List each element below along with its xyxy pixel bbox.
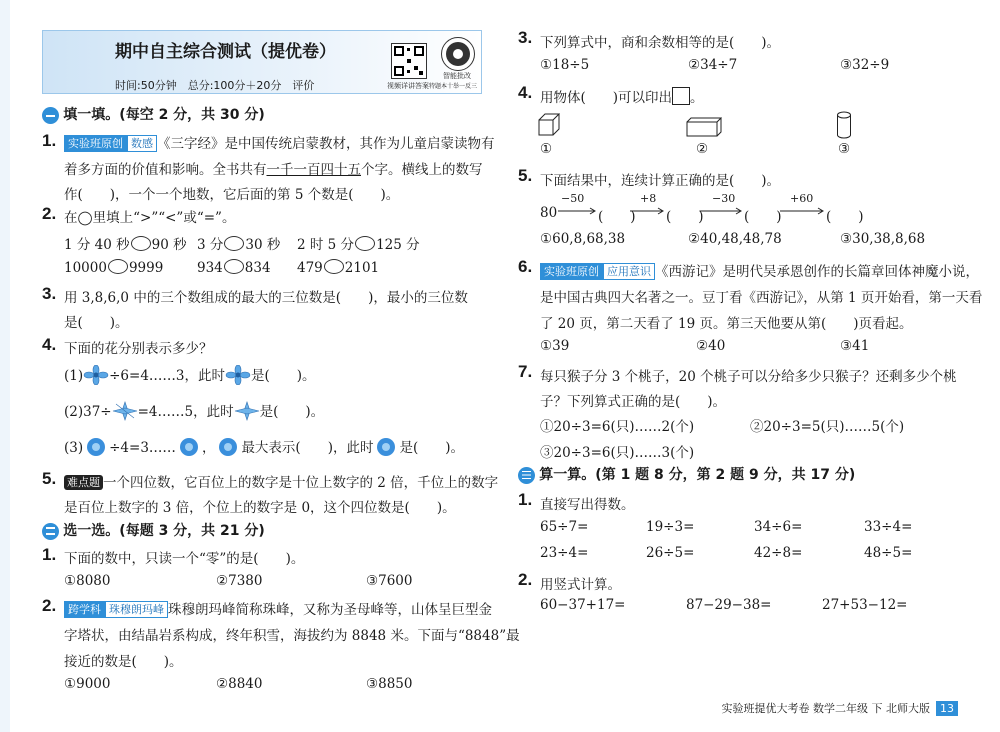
c3-prompt: 下列算式中，商和余数相等的是( )。 bbox=[540, 35, 781, 51]
s1-item[interactable]: 65÷7= bbox=[540, 519, 589, 535]
c5-blank4: ( ) bbox=[826, 209, 864, 225]
s1-item[interactable]: 19÷3= bbox=[646, 519, 695, 535]
exam-info: 时间:50分钟 总分:100分＋20分 评价 bbox=[115, 79, 315, 92]
exam-title: 期中自主综合测试（提优卷） bbox=[115, 42, 336, 62]
exam-header bbox=[42, 30, 482, 94]
q-number: 1. bbox=[518, 490, 533, 509]
s2-item[interactable]: 87−29−38= bbox=[686, 597, 772, 613]
q2-row1-a: 1 分 40 秒 90 秒 bbox=[64, 237, 187, 253]
c5-blank3: ( ) bbox=[744, 209, 782, 225]
q4-prompt: 下面的花分别表示多少？ bbox=[64, 341, 213, 357]
q-number: 1. bbox=[42, 545, 57, 564]
s1-item[interactable]: 34÷6= bbox=[754, 519, 803, 535]
q1-line3: 作( )，一个一个地数，它后面的第 5 个数是( )。 bbox=[64, 187, 400, 203]
q-number: 7. bbox=[518, 362, 533, 381]
c5-option-a[interactable]: ①60,8,68,38 bbox=[540, 231, 626, 247]
s2-prompt: 用竖式计算。 bbox=[540, 577, 621, 593]
q4-part2: (2)37÷ =4……5，此时 是( )。 bbox=[64, 400, 324, 421]
section-3-heading: 算一算。(第 1 题 8 分，第 2 题 9 分，共 17 分) bbox=[518, 464, 855, 484]
compare-circle[interactable] bbox=[108, 259, 128, 274]
tag-number-sense: 数感 bbox=[127, 135, 157, 152]
q-number: 6. bbox=[518, 257, 533, 276]
c5-option-b[interactable]: ②40,48,48,78 bbox=[688, 231, 782, 247]
q-number: 2. bbox=[42, 596, 57, 615]
q-number: 4. bbox=[518, 83, 533, 102]
c2-line3: 接近的数是( )。 bbox=[64, 654, 183, 670]
s1-item[interactable]: 26÷5= bbox=[646, 545, 695, 561]
c5-op2: +8 bbox=[640, 192, 657, 205]
c6-option-b[interactable]: ②40 bbox=[696, 338, 726, 354]
tag-everest: 珠穆朗玛峰 bbox=[105, 601, 168, 618]
c4-option-b[interactable]: ② bbox=[696, 141, 709, 157]
c6-line3: 了 20 页，第二天看了 19 页。第三天他要从第( )页看起。 bbox=[540, 316, 913, 332]
compare-circle[interactable] bbox=[224, 236, 244, 251]
c5-option-c[interactable]: ③30,38,8,68 bbox=[840, 231, 926, 247]
s2-item[interactable]: 60−37+17= bbox=[540, 597, 626, 613]
c5-op3: −30 bbox=[712, 192, 736, 205]
q2-row2-a: 10000 9999 bbox=[64, 260, 164, 276]
qr2-label1: 智能批改 bbox=[443, 72, 471, 80]
compare-circle[interactable] bbox=[131, 236, 151, 251]
q4-part1: (1) ÷6=4……3，此时 是( )。 bbox=[64, 364, 316, 385]
q1-line2: 着多方面的价值和影响。全书共有一千一百四十五个字。横线上的数写 bbox=[64, 162, 483, 178]
c2-option-b[interactable]: ②8840 bbox=[216, 676, 263, 692]
section-2-heading: 选一选。(每题 3 分，共 21 分) bbox=[42, 520, 265, 540]
tag-original: 实验班原创 bbox=[64, 135, 127, 152]
c5-blank1: ( ) bbox=[598, 209, 636, 225]
c1-option-b[interactable]: ②7380 bbox=[216, 573, 263, 589]
book-title: 实验班提优大考卷 数学二年级 下 北师大版 bbox=[721, 702, 930, 715]
q2-prompt: 在◯里填上“>”“<”或“=”。 bbox=[64, 210, 236, 226]
q2-row1-b: 3 分 30 秒 bbox=[197, 237, 281, 253]
c1-option-a[interactable]: ①8080 bbox=[64, 573, 111, 589]
q2-row2-c: 479 2101 bbox=[297, 260, 380, 276]
c6-option-c[interactable]: ③41 bbox=[840, 338, 870, 354]
q2-row2-b: 934 834 bbox=[197, 260, 271, 276]
c2-line1: 跨学科 珠穆朗玛峰 珠穆朗玛峰简称珠峰，又称为圣母峰等，山体呈巨型金 bbox=[64, 598, 492, 618]
daisy-flower-icon bbox=[373, 437, 399, 457]
lily-flower-icon bbox=[234, 401, 260, 421]
c5-blank2: ( ) bbox=[666, 209, 704, 225]
daisy-flower-icon bbox=[176, 437, 202, 457]
tag-application: 应用意识 bbox=[603, 263, 655, 280]
c6-line2: 是中国古典四大名著之一。豆丁看《西游记》，从第 1 页开始看，第一天看 bbox=[540, 290, 983, 306]
q-number: 3. bbox=[518, 28, 533, 47]
q3-line2: 是( )。 bbox=[64, 315, 129, 331]
c7-option-a[interactable]: ①20÷3=6(只)……2(个) bbox=[540, 419, 695, 435]
q-number: 5. bbox=[42, 469, 57, 488]
c2-option-a[interactable]: ①9000 bbox=[64, 676, 111, 692]
cylinder-icon bbox=[836, 111, 852, 139]
c1-option-c[interactable]: ③7600 bbox=[366, 573, 413, 589]
c3-option-a[interactable]: ①18÷5 bbox=[540, 57, 590, 73]
lily-flower-icon bbox=[112, 401, 138, 421]
qr-code-round-icon[interactable] bbox=[441, 37, 475, 71]
section-two-badge-icon bbox=[42, 523, 59, 540]
q-number: 2. bbox=[518, 570, 533, 589]
q-number: 3. bbox=[42, 284, 57, 303]
q5-line2: 是百位上数字的 3 倍，个位上的数字是 0，这个四位数是( )。 bbox=[64, 500, 456, 516]
c4-prompt: 用物体( )可以印出 。 bbox=[540, 86, 704, 106]
page-edge-stripe bbox=[0, 0, 10, 732]
arrow-icon bbox=[780, 207, 826, 215]
q-number: 5. bbox=[518, 166, 533, 185]
q3-line1: 用 3,8,6,0 中的三个数组成的最大的三位数是( )，最小的三位数 bbox=[64, 290, 468, 306]
cube-icon bbox=[538, 113, 560, 137]
c6-option-a[interactable]: ①39 bbox=[540, 338, 570, 354]
c3-option-c[interactable]: ③32÷9 bbox=[840, 57, 890, 73]
square-print-icon bbox=[672, 87, 690, 105]
qr-code-icon[interactable] bbox=[391, 43, 427, 79]
c3-option-b[interactable]: ②34÷7 bbox=[688, 57, 738, 73]
s1-item[interactable]: 23÷4= bbox=[540, 545, 589, 561]
arrow-icon bbox=[630, 207, 666, 215]
c4-option-c[interactable]: ③ bbox=[838, 141, 851, 157]
c5-start: 80 bbox=[540, 205, 558, 221]
c5-prompt: 下面结果中，连续计算正确的是( )。 bbox=[540, 173, 781, 189]
c1-prompt: 下面的数中，只读一个“零”的是( )。 bbox=[64, 551, 305, 567]
s1-item[interactable]: 33÷4= bbox=[864, 519, 913, 535]
section-three-badge-icon bbox=[518, 467, 535, 484]
tag-original: 实验班原创 bbox=[540, 263, 603, 280]
q-number: 4. bbox=[42, 335, 57, 354]
q-number: 1. bbox=[42, 131, 57, 150]
section-one-badge-icon bbox=[42, 107, 59, 124]
c7-line1: 每只猴子分 3 个桃子，20 个桃子可以分给多少只猴子？还剩多少个桃 bbox=[540, 369, 957, 385]
daisy-flower-icon bbox=[215, 437, 241, 457]
arrow-icon bbox=[700, 207, 744, 215]
s1-prompt: 直接写出得数。 bbox=[540, 497, 635, 513]
compare-circle[interactable] bbox=[324, 259, 344, 274]
tag-cross-subject: 跨学科 bbox=[64, 601, 105, 618]
c2-line2: 字塔状，由结晶岩系构成，终年积雪，海拔约为 8848 米。下面与“8848”最 bbox=[64, 628, 520, 644]
c7-option-c[interactable]: ③20÷3=6(只)……3(个) bbox=[540, 445, 695, 461]
q5-line1: 难点题 一个四位数，它百位上的数字是十位上数字的 2 倍，千位上的数字 bbox=[64, 471, 498, 491]
qr1-label: 视频详讲答案 bbox=[387, 82, 429, 90]
s1-item[interactable]: 48÷5= bbox=[864, 545, 913, 561]
page-number: 13 bbox=[936, 701, 958, 716]
compare-circle[interactable] bbox=[224, 259, 244, 274]
daisy-flower-icon bbox=[83, 437, 109, 457]
compare-circle[interactable] bbox=[355, 236, 375, 251]
c6-line1: 实验班原创 应用意识 《西游记》是明代吴承恩创作的长篇章回体神魔小说， bbox=[540, 260, 979, 280]
blue-flower-icon bbox=[83, 365, 109, 385]
c2-option-c[interactable]: ③8850 bbox=[366, 676, 413, 692]
cuboid-icon bbox=[686, 117, 722, 137]
arrow-icon bbox=[558, 207, 598, 215]
s1-item[interactable]: 42÷8= bbox=[754, 545, 803, 561]
c5-op4: +60 bbox=[790, 192, 814, 205]
qr2-label2: 特题本十举一反三 bbox=[429, 83, 478, 90]
tag-difficult: 难点题 bbox=[64, 475, 103, 490]
q1-line1: 实验班原创 数感 《三字经》是中国传统启蒙教材，其作为儿童启蒙读物有 bbox=[64, 132, 495, 152]
q4-part3: (3) ÷4=3…… ， 最大表示( )，此时 是( )。 bbox=[64, 436, 464, 457]
c4-option-a[interactable]: ① bbox=[540, 141, 553, 157]
s2-item[interactable]: 27+53−12= bbox=[822, 597, 908, 613]
c5-op1: −50 bbox=[561, 192, 585, 205]
c7-line2: 子？下列算式正确的是( )。 bbox=[540, 394, 727, 410]
q2-row1-c: 2 时 5 分 125 分 bbox=[297, 237, 420, 253]
section-1-heading: 填一填。(每空 2 分，共 30 分) bbox=[42, 104, 265, 124]
blue-flower-icon bbox=[225, 365, 251, 385]
q-number: 2. bbox=[42, 204, 57, 223]
c7-option-b[interactable]: ②20÷3=5(只)……5(个) bbox=[750, 419, 905, 435]
page-footer bbox=[722, 700, 959, 716]
